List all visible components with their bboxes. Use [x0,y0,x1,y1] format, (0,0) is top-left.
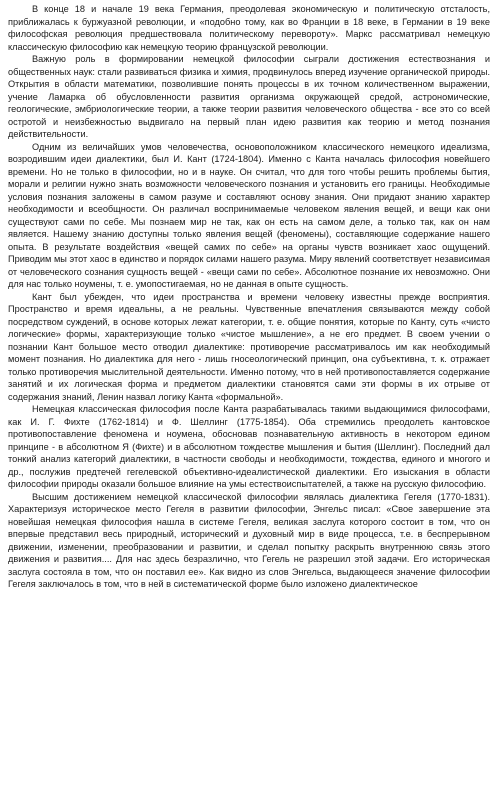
paragraph-1: В конце 18 и начале 19 века Германия, преодолевая экономическую и политическую отсталость, приближалась к буржуазной революции, и «подобно тому, как во Франции в 18 веке, в Германии в 19 веке философская революция предшествовала политическому перевороту». Маркс рассматривал немецкую классическую философию как немецкую теорию французской революции. [8,4,490,52]
paragraph-5: Немецкая классическая философия после Канта разрабатывалась такими выдающимися философами, как И. Г. Фихте (1762-1814) и Ф. Шеллинг (1775-1854). Оба стремились преодолеть кантовское противопоставление феномена и ноумена, обосновав познавательную активность в некотором едином принципе - в абсолютном Я (Фихте) и в абсолютном тождестве мышления и бытия (Шеллинг). Последний дал тонкий анализ категорий диалектики, в частности свободы и необходимости, тождества, единого и многого и др., послужив предтечей гегелевской объективно-идеалистической диалектики. Его изыскания в области философии природы оказали большое влияние на умы естествоиспытателей, а также на русскую философию. [8,404,490,489]
paragraph-3: Одним из величайших умов человечества, основоположником классического немецкого идеализма, возродившим идеи диалектики, был И. Кант (1724-1804). Именно с Канта началась философия новейшего времени. Но не только в философии, но и в науке. Он считал, что для того чтобы решить проблемы бытия, морали и религии нужно знать возможности человеческого познания и установить его границы. Необходимые условия познания заложены в самом разуме и составляют основу знания. Они придают знанию характер необходимости и всеобщности. Он различал воспринимаемые человеком явления вещей, и вещи как они существуют сами по себе. Мы познаем мир не так, как он есть на самом деле, а только так, как он нам является. Нашему знанию доступны только явления вещей (феномены), составляющие содержание нашего опыта. В результате воздействия «вещей самих по себе» на органы чувств возникает хаос ощущений. Приводим мы этот хаос в единство и порядок силами нашего разума. Миру явлений соответствует независимая от человеческого сознания сущность вещей - «вещи сами по себе». Абсолютное познание их невозможно. Они для нас только ноумены, т. е. умопостигаемая, но не данная в опыте сущность. [8,141,490,289]
paragraph-2: Важную роль в формировании немецкой философии сыграли достижения естествознания и общественных наук: стали развиваться физика и химия, продвинулось вперед изучение органической природы. Открытия в области математики, позволившие понять процессы в их точном количественном выражении, учение Ламарка об обусловленности развития организма окружающей средой, астрономические, геологические, эмбриологические теории, а также теории развития человеческого общества - все это со всей остротой и неизбежностью выдвигало на первый план идею развития как теорию и метод познания действительности. [8,54,490,139]
paragraph-6: Высшим достижением немецкой классической философии являлась диалектика Гегеля (1770-1831). Характеризуя историческое место Гегеля в развитии философии, Энгельс писал: «Свое завершение эта новейшая немецкая философия нашла в системе Гегеля, великая заслуга которого состоит в том, что он впервые представил весь природный, исторический и духовный мир в виде процесса, т.е. в беспрерывном движении, изменении, преобразовании и развитии, и сделал попытку раскрыть внутреннюю связь этого движения и развития.... Для нас здесь безразлично, что Гегель не разрешил этой задачи. Его историческая заслуга состояла в том, что он поставил ее». Как видно из слов Энгельса, выдающееся значение философии Гегеля заключалось в том, что в ней в систематической форме было изложено диалектическое [8,491,490,589]
paragraph-4: Кант был убежден, что идеи пространства и времени человеку известны прежде восприятия. Пространство и время идеальны, а не реальны. Чувственные впечатления связываются между собой посредством суждений, в основе которых лежат категории, т. е. общие понятия, которые по Канту, суть «чисто логические» формы, характеризующие только «чистое мышление», а не его предмет. В своем учении о познании Кант большое место отводил диалектике: противоречие рассматривалось им как необходимый момент познания. Но диалектика для него - лишь гносеологический принцип, она субъективна, т. к. отражает только противоречия мыслительной деятельности. Именно потому, что в ней противопоставляется содержание занятий и их логическая форма и предметом диалектики становятся сами эти формы в их отрыве от содержания знаний, Ленин назвал логику Канта «формальной». [8,291,490,402]
